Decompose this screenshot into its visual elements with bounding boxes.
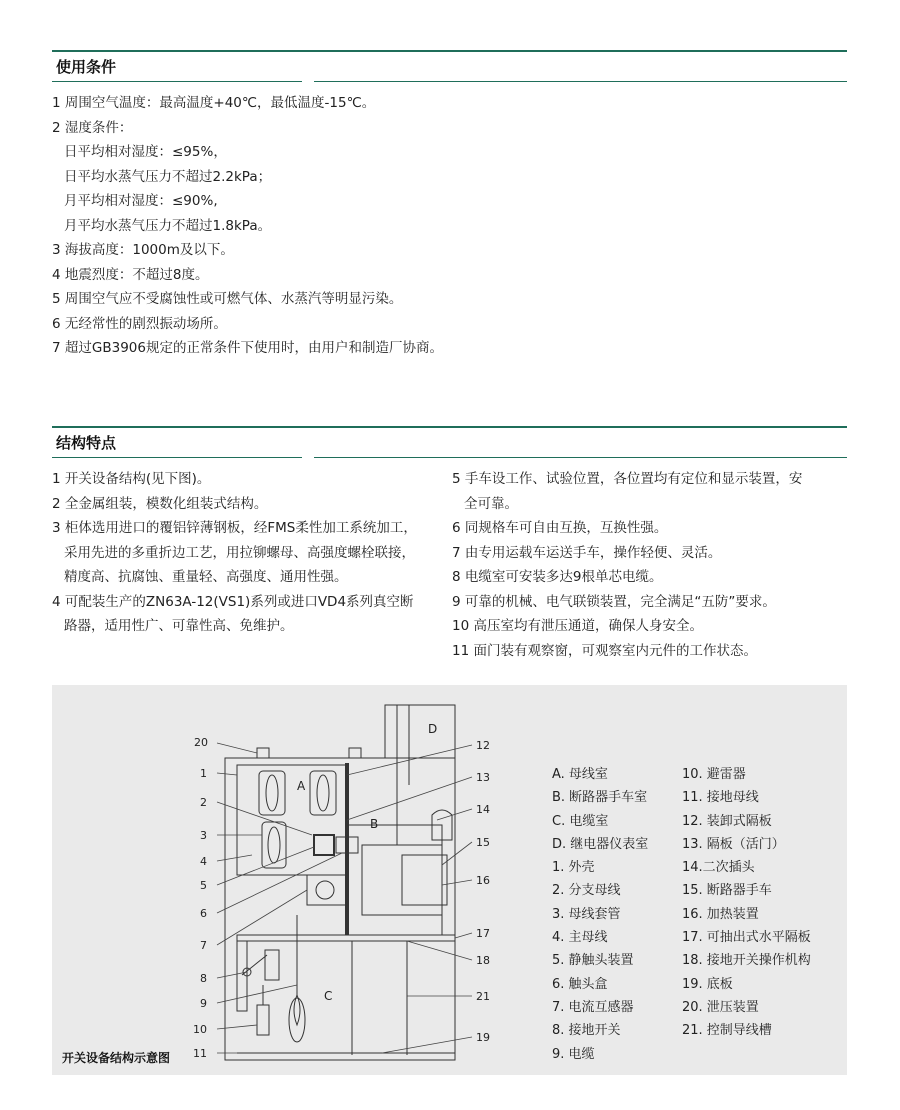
structure-item: 全可靠。 <box>464 495 518 512</box>
structure-item: 7 由专用运载车运送手车，操作轻便、灵活。 <box>452 544 722 561</box>
section-title-usage: 使用条件 <box>56 58 117 76</box>
legend-item: 6. 触头盒 <box>552 976 608 992</box>
structure-item: 10 高压室均有泄压通道，确保人身安全。 <box>452 618 703 634</box>
legend-item: 16. 加热装置 <box>682 906 759 922</box>
section-structure-header <box>52 426 847 458</box>
usage-list <box>52 91 443 361</box>
legend-left <box>552 763 648 1066</box>
legend-item: 21. 控制导线槽 <box>682 1023 772 1039</box>
structure-item: 1 开关设备结构(见下图)。 <box>52 471 211 487</box>
structure-item: 2 全金属组装，模数化组装式结构。 <box>52 495 268 512</box>
number-label: 9 <box>200 997 207 1010</box>
legend-item: B. 断路器手车室 <box>552 790 648 806</box>
legend-item: 7. 电流互感器 <box>552 999 634 1015</box>
legend-item: 20. 泄压装置 <box>682 999 759 1015</box>
header-bottom-rule-short <box>52 81 302 82</box>
structure-item: 路器，适用性广、可靠性高、免维护。 <box>64 618 294 634</box>
usage-item: 5 周围空气应不受腐蚀性或可燃气体、水蒸汽等明显污染。 <box>52 291 403 307</box>
legend-item: 13. 隔板（活门） <box>682 836 785 852</box>
header-top-rule <box>52 50 847 52</box>
usage-item: 6 无经常性的剧烈振动场所。 <box>52 315 227 332</box>
number-label: 14 <box>476 803 490 816</box>
legend-item: 3. 母线套管 <box>552 906 621 922</box>
structure-item: 3 柜体选用进口的覆铝锌薄钢板，经FMS柔性加工系统加工， <box>52 520 417 536</box>
number-label: 2 <box>200 796 207 809</box>
header-top-rule <box>52 426 847 428</box>
number-label: 13 <box>476 771 490 784</box>
structure-item: 6 同规格车可自由互换，互换性强。 <box>452 520 668 536</box>
usage-item: 日平均相对湿度：≤95%， <box>64 144 227 160</box>
number-label: 21 <box>476 990 490 1003</box>
legend-item: 8. 接地开关 <box>552 1023 621 1039</box>
usage-item: 2 湿度条件： <box>52 119 133 136</box>
number-label: 12 <box>476 739 490 752</box>
legend-item: 18. 接地开关操作机构 <box>682 953 811 969</box>
structure-item: 采用先进的多重折边工艺，用拉铆螺母、高强度螺栓联接， <box>64 544 415 561</box>
usage-item: 1 周围空气温度：最高温度+40℃，最低温度-15℃。 <box>52 95 376 111</box>
header-bottom-rule-long <box>314 457 847 458</box>
structure-item: 9 可靠的机械、电气联锁装置，完全满足“五防”要求。 <box>452 593 776 610</box>
number-label: 11 <box>193 1047 207 1060</box>
legend-item: 10. 避雷器 <box>682 767 746 782</box>
region-label: B <box>370 817 379 831</box>
legend-right <box>682 763 811 1043</box>
structure-list-right <box>452 467 802 663</box>
legend-item: 12. 装卸式隔板 <box>682 813 772 829</box>
legend-item: 11. 接地母线 <box>682 790 759 806</box>
legend-item: 4. 主母线 <box>552 930 608 946</box>
number-label: 19 <box>476 1031 490 1044</box>
structure-item: 5 手车设工作、试验位置，各位置均有定位和显示装置，安 <box>452 471 803 487</box>
usage-item: 7 超过GB3906规定的正常条件下使用时，由用户和制造厂协商。 <box>52 340 443 356</box>
legend-item: 5. 静触头装置 <box>552 953 634 969</box>
structure-item: 精度高、抗腐蚀、重量轻、高强度、通用性强。 <box>64 569 348 585</box>
usage-item: 月平均相对湿度：≤90%, <box>64 193 218 209</box>
number-label: 15 <box>476 836 490 849</box>
figure-caption: 开关设备结构示意图 <box>62 1051 171 1065</box>
usage-item: 日平均水蒸气压力不超过2.2kPa； <box>64 168 272 185</box>
legend-item: A. 母线室 <box>552 767 608 782</box>
header-bottom-rule-long <box>314 81 847 82</box>
structure-item: 8 电缆室可安装多达9根单芯电缆。 <box>452 569 663 585</box>
number-label: 5 <box>200 879 207 892</box>
structure-item: 4 可配装生产的ZN63A-12(VS1)系列或进口VD4系列真空断 <box>52 593 414 610</box>
header-bottom-rule-short <box>52 457 302 458</box>
section-usage-header <box>52 50 847 82</box>
region-label: A <box>297 779 306 793</box>
relay-room-outline <box>385 705 455 758</box>
number-label: 1 <box>200 767 207 780</box>
region-label: D <box>428 722 438 736</box>
switchgear-diagram <box>52 685 532 1075</box>
legend-item: 14.二次插头 <box>682 860 755 876</box>
switchgear-figure <box>52 685 847 1075</box>
legend-item: 9. 电缆 <box>552 1046 595 1062</box>
number-label: 16 <box>476 874 490 887</box>
number-label: 3 <box>200 829 207 842</box>
usage-item: 3 海拔高度：1000m及以下。 <box>52 242 234 258</box>
legend-item: D. 继电器仪表室 <box>552 836 649 852</box>
section-title-structure: 结构特点 <box>56 434 117 452</box>
number-label: 4 <box>200 855 207 868</box>
number-label: 17 <box>476 927 490 940</box>
legend-item: 17. 可抽出式水平隔板 <box>682 930 811 946</box>
number-label: 6 <box>200 907 207 920</box>
legend-item: 2. 分支母线 <box>552 883 621 899</box>
usage-item: 月平均水蒸气压力不超过1.8kPa。 <box>64 217 272 234</box>
legend-item: 19. 底板 <box>682 976 733 992</box>
legend-item: C. 电缆室 <box>552 813 609 829</box>
legend-item: 15. 断路器手车 <box>682 883 772 899</box>
number-label: 18 <box>476 954 490 967</box>
number-label: 7 <box>200 939 207 952</box>
structure-item: 11 面门装有观察窗，可观察室内元件的工作状态。 <box>452 642 757 659</box>
number-label: 20 <box>194 736 208 749</box>
number-label: 10 <box>193 1023 207 1036</box>
region-label: C <box>324 989 333 1003</box>
legend-item: 1. 外壳 <box>552 860 595 876</box>
structure-list-left <box>52 467 417 639</box>
number-label: 8 <box>200 972 207 985</box>
usage-item: 4 地震烈度：不超过8度。 <box>52 266 209 283</box>
